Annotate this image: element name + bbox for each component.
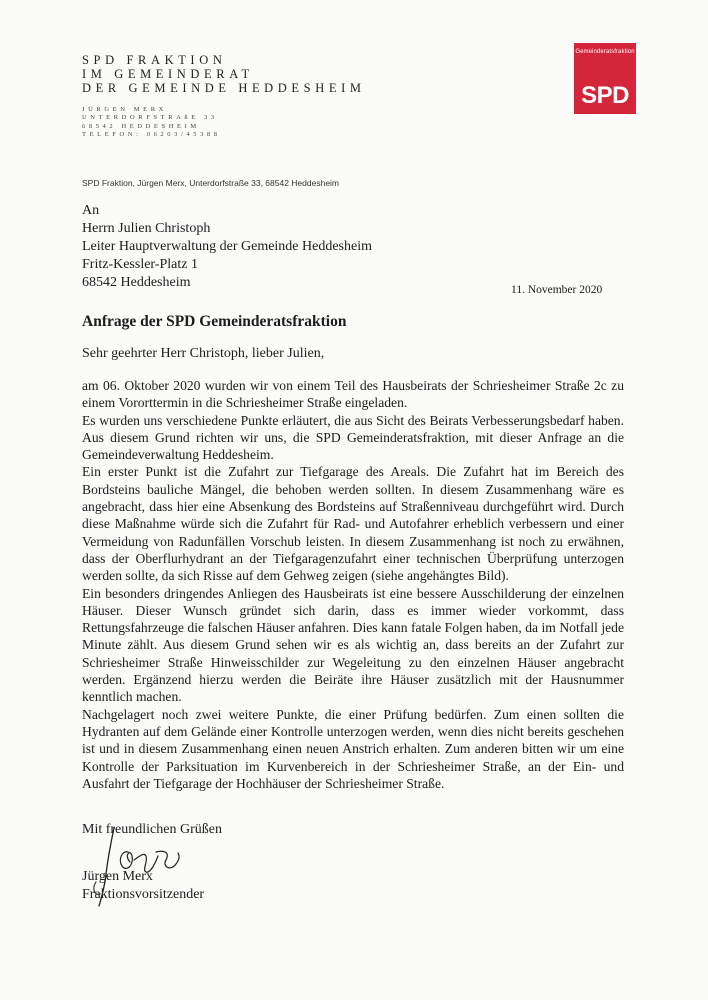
spd-logo bbox=[574, 43, 636, 114]
letter-greeting: Sehr geehrter Herr Christoph, lieber Julien, bbox=[82, 346, 325, 361]
logo-caption: Gemeinderatsfraktion bbox=[575, 49, 635, 55]
address-line: An bbox=[82, 203, 100, 218]
address-line: Fritz-Kessler-Platz 1 bbox=[82, 257, 198, 272]
body-paragraph: am 06. Oktober 2020 wurden wir von einem Teil des Hausbeirats der Schriesheimer Straße 2c zu einem Vororttermin in die Schriesheimer Straße eingeladen. bbox=[82, 378, 624, 411]
recipient-address bbox=[82, 202, 372, 292]
org-line: IM GEMEINDERAT bbox=[82, 67, 254, 81]
address-line: Herrn Julien Christoph bbox=[82, 221, 211, 236]
body-paragraph: Ein erster Punkt ist die Zufahrt zur Tiefgarage des Areals. Die Zufahrt hat im Bereich des Bordsteins bauliche Mängel, die behoben werden sollten. In diesem Zusammenhang wäre es angebracht, dass hier eine Absenkung des Bordsteins auf Straßenniveau durchgeführt wird. Durch diese Maßnahme würde sich die Zufahrt für Rad- und Autofahrer erheblich verbessern und einer Vermeidung von Radunfällen Vorschub leisten. In diesem Zusammenhang ist noch zu erwähnen, dass der Oberflurhydrant an der Tiefgaragenzufahrt einer technischen Überprüfung unterzogen werden sollte, da sich Risse auf dem Gehweg zeigen (siehe angehängtes Bild). bbox=[82, 464, 624, 584]
letter-subject: Anfrage der SPD Gemeinderatsfraktion bbox=[82, 313, 347, 330]
body-paragraph: Nachgelagert noch zwei weitere Punkte, die einer Prüfung bedürfen. Zum einen sollten die Hydranten auf dem Gelände einer Kontrolle unterzogen werden, wenn dies nicht bereits geschehen ist und in diesem Zusammenhang einen neuen Anstrich erhalten. Zum anderen bitten wir um eine Kontrolle der Parksituation im Kurvenbereich in der Schriesheimer Straße, an der Ein- und Ausfahrt der Tiefgarage der Hochhäuser der Schriesheimer Straße. bbox=[82, 706, 624, 791]
contact-name: JÜRGEN MERX bbox=[82, 106, 167, 113]
contact-street: UNTERDORFSTRAßE 33 bbox=[82, 114, 218, 122]
letterhead-contact bbox=[82, 106, 221, 140]
org-line: SPD FRAKTION bbox=[82, 53, 227, 67]
signer-name: Jürgen Merx bbox=[82, 869, 153, 884]
body-paragraph: Es wurden uns verschiedene Punkte erläutert, die aus Sicht des Beirats Verbesserungsbedarf haben. Aus diesem Grund richten wir uns, die SPD Gemeinderatsfraktion, mit dieser Anfrage an die Gemeindeverwaltung Heddesheim. bbox=[82, 412, 624, 463]
address-line: Leiter Hauptverwaltung der Gemeinde Heddesheim bbox=[82, 239, 373, 254]
letter-closing: Mit freundlichen Grüßen bbox=[82, 822, 222, 837]
org-line: DER GEMEINDE HEDDESHEIM bbox=[82, 81, 366, 95]
signer-title: Fraktionsvorsitzender bbox=[82, 887, 205, 902]
letterhead-organization bbox=[82, 53, 366, 95]
letter-date: 11. November 2020 bbox=[511, 284, 603, 296]
address-line: 68542 Heddesheim bbox=[82, 275, 191, 290]
handwritten-signature bbox=[84, 822, 194, 910]
letter-body bbox=[82, 377, 624, 792]
contact-city: 68542 HEDDESHEIM bbox=[82, 122, 200, 130]
logo-text: SPD bbox=[581, 82, 629, 109]
sender-line: SPD Fraktion, Jürgen Merx, Unterdorfstraße 33, 68542 Heddesheim bbox=[82, 178, 340, 188]
body-paragraph: Ein besonders dringendes Anliegen des Hausbeirats ist eine bessere Ausschilderung der einzelnen Häuser. Dieser Wunsch gründet sich darin, dass es immer wieder vorkommt, dass Rettungsfahrzeuge die falschen Häuser anfahren. Dies kann fatale Folgen haben, da im Notfall jede Minute zählt. Aus diesem Grund sehen wir es als wichtig an, dass bereits an der Zufahrt zur Schriesheimer Straße Hinweisschilder zur Wegeleitung zu den einzelnen Häuser angebracht werden. Ergänzend hierzu werden die Beiräte ihre Häuser zusätzlich mit der Hausnummer kenntlich machen. bbox=[82, 585, 624, 705]
contact-phone: TELEFON: 06203/45388 bbox=[82, 131, 221, 139]
